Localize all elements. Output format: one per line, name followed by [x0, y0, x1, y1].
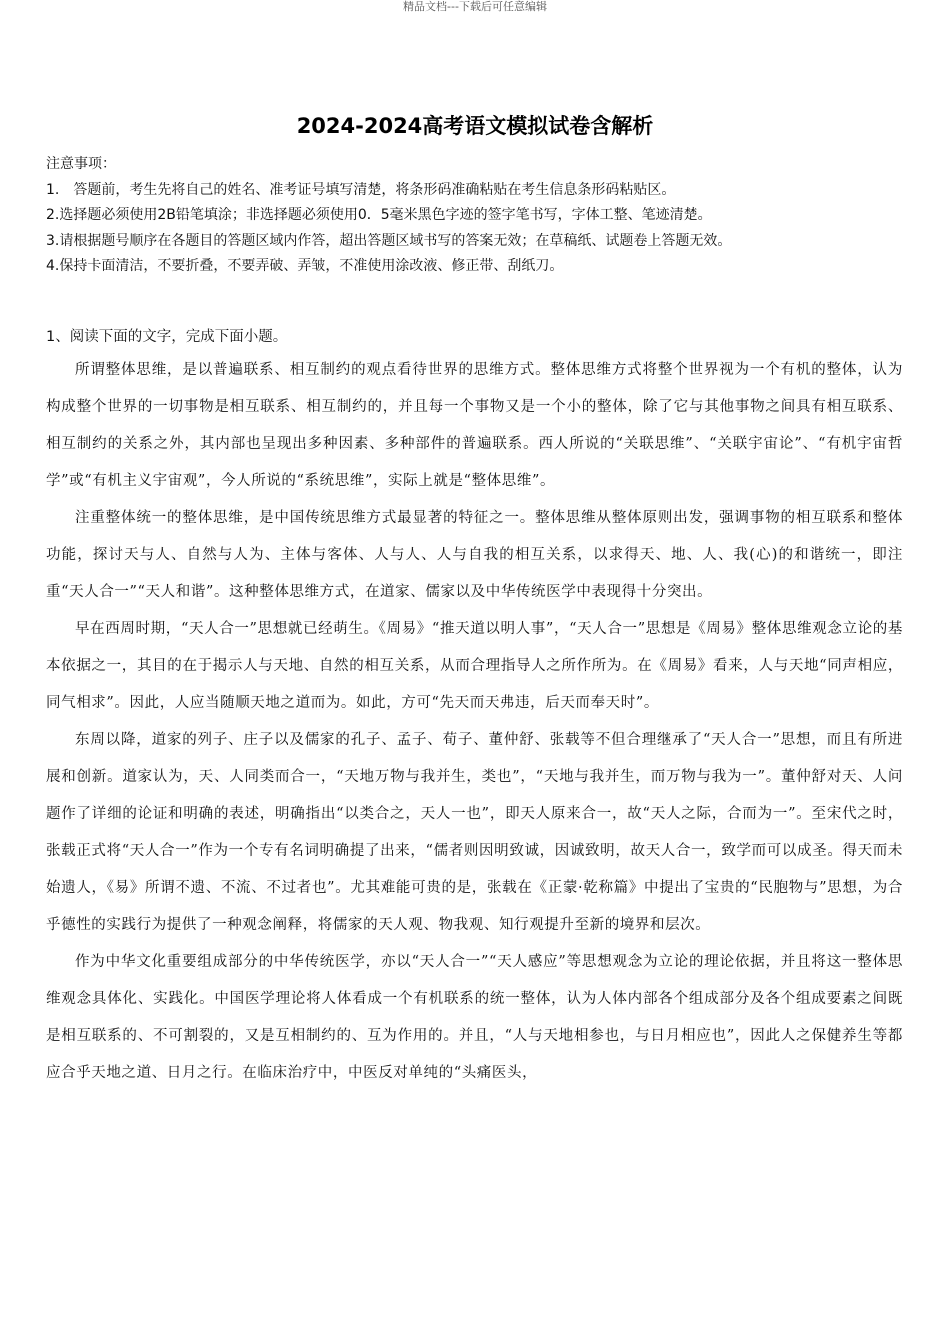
- reading-passage: [46, 352, 903, 1092]
- page-title: 2024-2024高考语文模拟试卷含解析: [296, 114, 654, 138]
- notes-item: 4.保持卡面清洁，不要折叠，不要弄破、弄皱，不准使用涂改液、修正带、刮纸刀。: [46, 258, 564, 274]
- notes-item: 2.选择题必须使用2B铅笔填涂；非选择题必须使用0．5毫米黑色字迹的签字笔书写，字体工整、笔迹清楚。: [46, 207, 712, 223]
- notes-item: 1. 答题前，考生先将自己的姓名、准考证号填写清楚，将条形码准确粘贴在考生信息条形码粘贴区。: [46, 181, 676, 198]
- passage-paragraph: 所谓整体思维，是以普遍联系、相互制约的观点看待世界的思维方式。整体思维方式将整个世界视为一个有机的整体，认为构成整个世界的一切事物是相互联系、相互制约的，并且每一个事物又是一个小的整体，除了它与其他事物之间具有相互联系、相互制约的关系之外，其内部也呈现出多种因素、多种部件的普遍联系。西人所说的“关联思维”、“关联宇宙论”、“有机宇宙哲学”或“有机主义宇宙观”，今人所说的“系统思维”，实际上就是“整体思维”。: [46, 362, 903, 489]
- header-note: 精品文档---下载后可任意编辑: [403, 0, 547, 13]
- notes-item: 3.请根据题号顺序在各题目的答题区域内作答，超出答题区域书写的答案无效；在草稿纸、试题卷上答题无效。: [46, 232, 732, 249]
- passage-paragraph: 作为中华文化重要组成部分的中华传统医学，亦以“天人合一”“天人感应”等思想观念为立论的理论依据，并且将这一整体思维观念具体化、实践化。中国医学理论将人体看成一个有机联系的统一整体，认为人体内部各个组成部分及各个组成要素之间既是相互联系的、不可割裂的，又是互相制约的、互为作用的。并且，“人与天地相参也，与日月相应也”，因此人之保健养生等都应合乎天地之道、日月之行。在临床治疗中，中医反对单纯的“头痛医头，: [46, 954, 903, 1081]
- passage-paragraph: 注重整体统一的整体思维，是中国传统思维方式最显著的特征之一。整体思维从整体原则出发，强调事物的相互联系和整体功能，探讨天与人、自然与人为、主体与客体、人与人、人与自我的相互关系，以求得天、地、人、我(心)的和谐统一，即注重“天人合一”“天人和谐”。这种整体思维方式，在道家、儒家以及中华传统医学中表现得十分突出。: [46, 510, 903, 600]
- question-heading: 1、阅读下面的文字，完成下面小题。: [46, 329, 288, 345]
- passage-paragraph: 东周以降，道家的列子、庄子以及儒家的孔子、孟子、荀子、董仲舒、张载等不但合理继承了“天人合一”思想，而且有所进展和创新。道家认为，天、人同类而合一，“天地万物与我并生，类也”，“天地与我并生，而万物与我为一”。董仲舒对天、人问题作了详细的论证和明确的表述，明确指出“以类合之，天人一也”，即天人原来合一，故“天人之际，合而为一”。至宋代之时，张载正式将“天人合一”作为一个专有名词明确提了出来，“儒者则因明致诚，因诚致明，故天人合一，致学而可以成圣。得天而未始遗人，《易》所谓不遗、不流、不过者也”。尤其难能可贵的是，张载在《正蒙·乾称篇》中提出了宝贵的“民胞物与”思想，为合乎德性的实践行为提供了一种观念阐释，将儒家的天人观、物我观、知行观提升至新的境界和层次。: [46, 732, 903, 933]
- notes-heading: 注意事项：: [46, 156, 116, 172]
- passage-paragraph: 早在西周时期，“天人合一”思想就已经萌生。《周易》“推天道以明人事”，“天人合一”思想是《周易》整体思维观念立论的基本依据之一，其目的在于揭示人与天地、自然的相互关系，从而合理指导人之所作所为。在《周易》看来，人与天地“同声相应，同气相求”。因此，人应当随顺天地之道而为。如此，方可“先天而天弗违，后天而奉天时”。: [46, 621, 903, 711]
- notes-section: [46, 152, 916, 280]
